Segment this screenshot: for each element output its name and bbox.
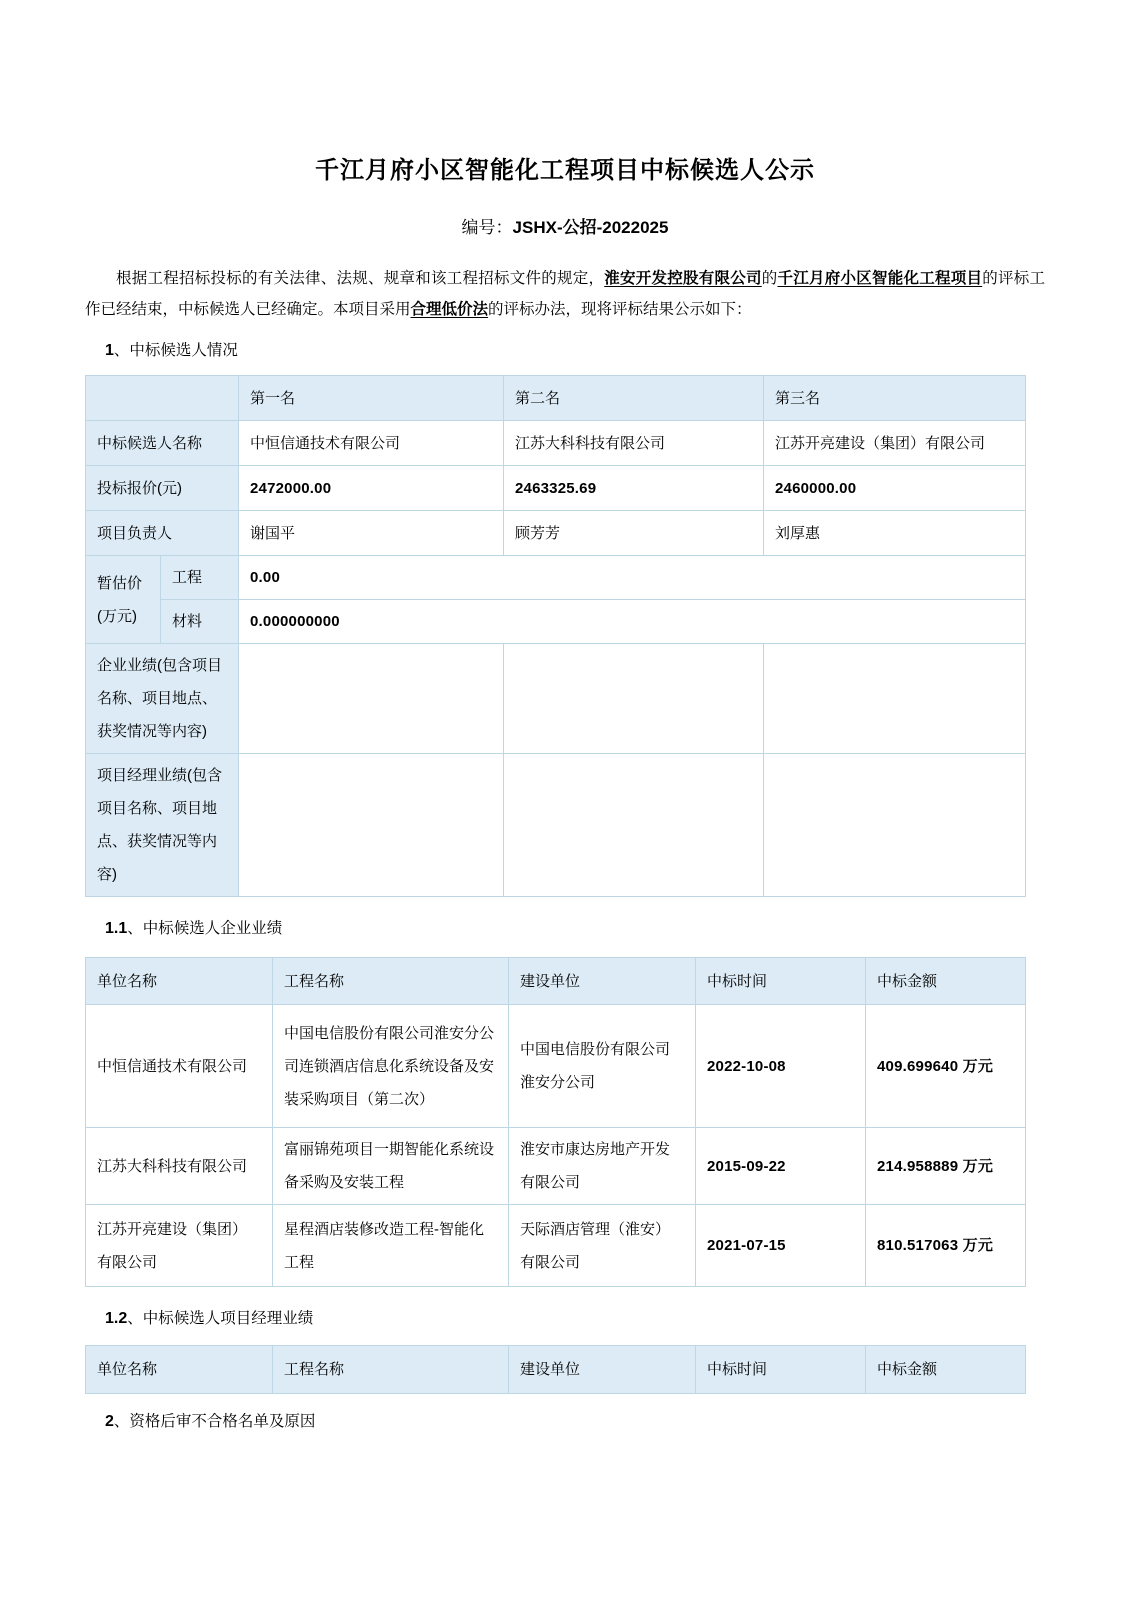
row-label-project-manager: 项目负责人 <box>86 511 239 556</box>
row-label-enterprise-performance: 企业业绩(包含项目名称、项目地点、获奖情况等内容) <box>86 644 239 754</box>
pm-performance-row <box>86 754 1026 897</box>
candidate-1-bid-price: 2472000.00 <box>239 466 504 511</box>
col-header-unit-name: 单位名称 <box>86 958 273 1005</box>
col-header-construction-unit: 建设单位 <box>509 958 696 1005</box>
intro-text-4: 的评标办法，现将评标结果公示如下： <box>488 301 752 318</box>
intro-project-name: 千江月府小区智能化工程项目 <box>777 270 983 287</box>
estimate-sub-label-material: 材料 <box>161 600 239 644</box>
section-number: 2 <box>105 1413 114 1430</box>
section-title: 中标候选人企业业绩 <box>142 920 283 937</box>
col-header-construction-unit: 建设单位 <box>509 1346 696 1394</box>
candidate-1-pm-performance <box>239 754 504 897</box>
section-title: 中标候选人项目经理业绩 <box>142 1310 314 1327</box>
candidate-2-name: 江苏大科科技有限公司 <box>504 421 764 466</box>
row-label-candidate-name: 中标候选人名称 <box>86 421 239 466</box>
candidate-3-name: 江苏开亮建设（集团）有限公司 <box>764 421 1026 466</box>
row-label-bid-price: 投标报价(元) <box>86 466 239 511</box>
estimate-engineering-value: 0.00 <box>239 556 1026 600</box>
section-separator: 、 <box>127 1310 143 1327</box>
unit-name-cell: 江苏大科科技有限公司 <box>86 1128 273 1205</box>
section-title: 中标候选人情况 <box>129 342 238 359</box>
candidate-2-manager: 顾芳芳 <box>504 511 764 556</box>
candidate-3-bid-price: 2460000.00 <box>764 466 1026 511</box>
enterprise-performance-row <box>86 644 1026 754</box>
page-title: 千江月府小区智能化工程项目中标候选人公示 <box>315 157 815 184</box>
project-name-cell: 中国电信股份有限公司淮安分公司连锁酒店信息化系统设备及安装采购项目（第二次） <box>273 1005 509 1128</box>
estimate-sub-label-engineering: 工程 <box>161 556 239 600</box>
section-number: 1 <box>105 342 114 359</box>
award-date-cell: 2015-09-22 <box>696 1128 866 1205</box>
construction-unit-cell: 淮安市康达房地产开发有限公司 <box>509 1128 696 1205</box>
candidate-1-enterprise-performance <box>239 644 504 754</box>
intro-owner-name: 淮安开发控股有限公司 <box>604 270 762 287</box>
estimate-engineering-row <box>86 556 1026 600</box>
doc-number-line <box>85 217 1045 239</box>
corner-cell <box>86 376 239 421</box>
estimate-material-value: 0.000000000 <box>239 600 1026 644</box>
intro-text-2: 的 <box>761 270 778 287</box>
col-header-unit-name: 单位名称 <box>86 1346 273 1394</box>
col-header-award-amount: 中标金额 <box>866 1346 1026 1394</box>
table-row <box>86 1005 1026 1128</box>
rank-1-header: 第一名 <box>239 376 504 421</box>
project-manager-row <box>86 511 1026 556</box>
table-header-row <box>86 958 1026 1005</box>
section-1-1-heading <box>105 919 1045 939</box>
doc-number-label: 编号： <box>461 218 513 237</box>
table-row <box>86 1128 1026 1205</box>
candidate-3-pm-performance <box>764 754 1026 897</box>
intro-evaluation-method: 合理低价法 <box>410 301 489 318</box>
intro-text-3: 的评标工作已经结束，中标候选人已经确定。本项目采用 <box>85 270 1045 318</box>
row-label-pm-performance: 项目经理业绩(包含项目名称、项目地点、获奖情况等内容) <box>86 754 239 897</box>
section-1-heading <box>105 341 1045 361</box>
project-name-cell: 富丽锦苑项目一期智能化系统设备采购及安装工程 <box>273 1128 509 1205</box>
doc-number-value: JSHX-公招-2022025 <box>512 218 669 237</box>
candidate-1-name: 中恒信通技术有限公司 <box>239 421 504 466</box>
candidate-3-manager: 刘厚惠 <box>764 511 1026 556</box>
candidate-1-manager: 谢国平 <box>239 511 504 556</box>
section-separator: 、 <box>113 1413 130 1430</box>
section-1-2-heading <box>105 1309 1045 1329</box>
award-amount-cell: 409.699640 万元 <box>866 1005 1026 1128</box>
section-number: 1.1 <box>105 920 128 937</box>
intro-paragraph <box>85 263 1045 325</box>
section-title: 资格后审不合格名单及原因 <box>129 1413 316 1430</box>
award-date-cell: 2022-10-08 <box>696 1005 866 1128</box>
table-row <box>86 1205 1026 1287</box>
section-separator: 、 <box>127 920 143 937</box>
col-header-award-date: 中标时间 <box>696 1346 866 1394</box>
estimate-label-line2: (万元) <box>97 607 137 625</box>
section-separator: 、 <box>113 342 130 359</box>
section-2-heading <box>105 1412 1045 1432</box>
construction-unit-cell: 中国电信股份有限公司淮安分公司 <box>509 1005 696 1128</box>
candidate-3-enterprise-performance <box>764 644 1026 754</box>
unit-name-cell: 江苏开亮建设（集团）有限公司 <box>86 1205 273 1287</box>
col-header-project-name: 工程名称 <box>273 958 509 1005</box>
estimate-label-line1: 暂估价 <box>97 574 143 592</box>
col-header-award-date: 中标时间 <box>696 958 866 1005</box>
rank-3-header: 第三名 <box>764 376 1026 421</box>
candidate-name-row <box>86 421 1026 466</box>
candidate-2-pm-performance <box>504 754 764 897</box>
award-amount-cell: 214.958889 万元 <box>866 1128 1026 1205</box>
candidate-2-enterprise-performance <box>504 644 764 754</box>
candidates-table <box>85 375 1026 897</box>
estimate-material-row <box>86 600 1026 644</box>
construction-unit-cell: 天际酒店管理（淮安）有限公司 <box>509 1205 696 1287</box>
award-date-cell: 2021-07-15 <box>696 1205 866 1287</box>
enterprise-performance-table <box>85 957 1026 1287</box>
candidate-2-bid-price: 2463325.69 <box>504 466 764 511</box>
bid-price-row <box>86 466 1026 511</box>
rank-2-header: 第二名 <box>504 376 764 421</box>
table-header-row <box>86 1346 1026 1394</box>
col-header-award-amount: 中标金额 <box>866 958 1026 1005</box>
col-header-project-name: 工程名称 <box>273 1346 509 1394</box>
intro-text-1: 根据工程招标投标的有关法律、法规、规章和该工程招标文件的规定， <box>116 270 605 287</box>
pm-performance-table <box>85 1345 1026 1394</box>
award-amount-cell: 810.517063 万元 <box>866 1205 1026 1287</box>
candidates-header-row <box>86 376 1026 421</box>
row-label-estimate <box>86 556 161 644</box>
unit-name-cell: 中恒信通技术有限公司 <box>86 1005 273 1128</box>
project-name-cell: 星程酒店装修改造工程-智能化工程 <box>273 1205 509 1287</box>
section-number: 1.2 <box>105 1310 128 1327</box>
